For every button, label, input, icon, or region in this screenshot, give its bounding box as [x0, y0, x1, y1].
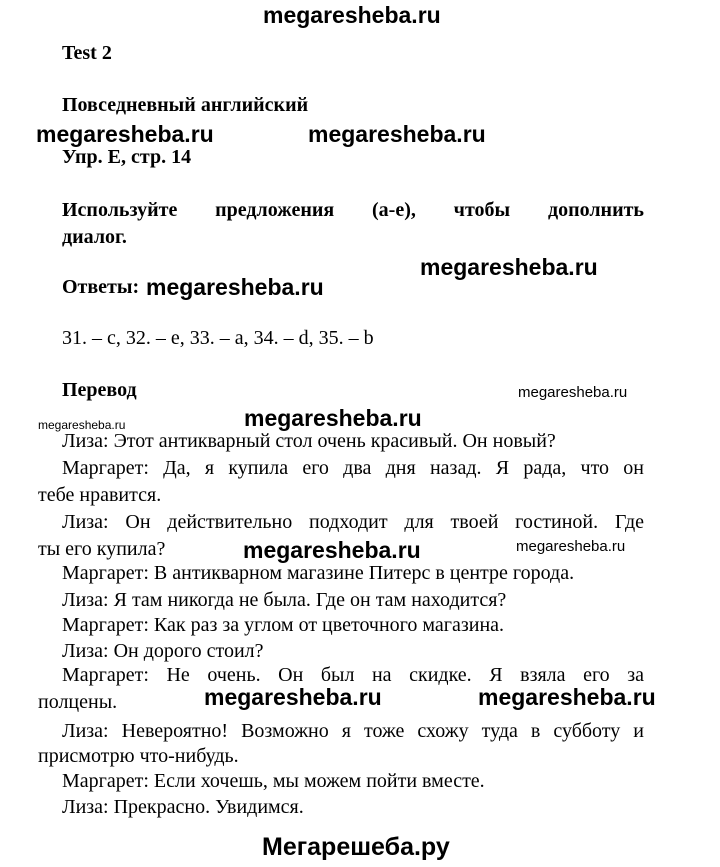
- watermark: megaresheba.ru: [518, 384, 628, 401]
- dialogue-line: Лиза: Он дорого стоил?: [62, 640, 264, 662]
- translation-label: Перевод: [62, 379, 137, 401]
- dialogue-line: Лиза: Невероятно! Возможно я тоже схожу туда в субботу и: [62, 720, 644, 742]
- answers-label: Ответы:: [62, 276, 140, 298]
- watermark: megaresheba.ru: [204, 684, 382, 710]
- test-title: Test 2: [62, 42, 112, 64]
- watermark: megaresheba.ru: [420, 254, 598, 280]
- watermark: megaresheba.ru: [38, 418, 126, 432]
- dialogue-line: присмотрю что-нибудь.: [38, 745, 239, 767]
- dialogue-line: Маргарет: Как раз за углом от цветочного магазина.: [62, 614, 505, 636]
- watermark: megaresheba.ru: [243, 537, 421, 563]
- watermark: megaresheba.ru: [308, 121, 486, 147]
- dialogue-line: тебе нравится.: [38, 484, 162, 506]
- header-watermark: megaresheba.ru: [263, 2, 441, 28]
- exercise-ref: Упр. E, стр. 14: [62, 146, 192, 168]
- watermark: megaresheba.ru: [516, 538, 626, 555]
- watermark: megaresheba.ru: [244, 405, 422, 431]
- footer-watermark: Мегарешеба.ру: [262, 833, 450, 861]
- watermark: megaresheba.ru: [478, 684, 656, 710]
- dialogue-line: Лиза: Он действительно подходит для твоей гостиной. Где: [62, 511, 644, 533]
- instruction-line-1: Используйте предложения (a-e), чтобы дополнить: [62, 199, 644, 221]
- watermark: megaresheba.ru: [146, 274, 324, 300]
- dialogue-line: ты его купила?: [38, 538, 166, 560]
- dialogue-line: Лиза: Я там никогда не была. Где он там находится?: [62, 589, 507, 611]
- dialogue-line: Лиза: Прекрасно. Увидимся.: [62, 796, 304, 818]
- dialogue-line: Маргарет: Если хочешь, мы можем пойти вместе.: [62, 770, 485, 792]
- answers-text: 31. – c, 32. – e, 33. – a, 34. – d, 35. – b: [62, 327, 374, 349]
- section-title: Повседневный английский: [62, 94, 309, 116]
- dialogue-line: Маргарет: В антикварном магазине Питерс в центре города.: [62, 562, 575, 584]
- dialogue-line: Лиза: Этот антикварный стол очень красивый. Он новый?: [62, 430, 556, 452]
- dialogue-line: Маргарет: Да, я купила его два дня назад. Я рада, что он: [62, 457, 644, 479]
- dialogue-line: Маргарет: Не очень. Он был на скидке. Я взяла его за: [62, 664, 644, 686]
- watermark: megaresheba.ru: [36, 121, 214, 147]
- instruction-line-2: диалог.: [62, 226, 127, 248]
- dialogue-line: полцены.: [38, 691, 118, 713]
